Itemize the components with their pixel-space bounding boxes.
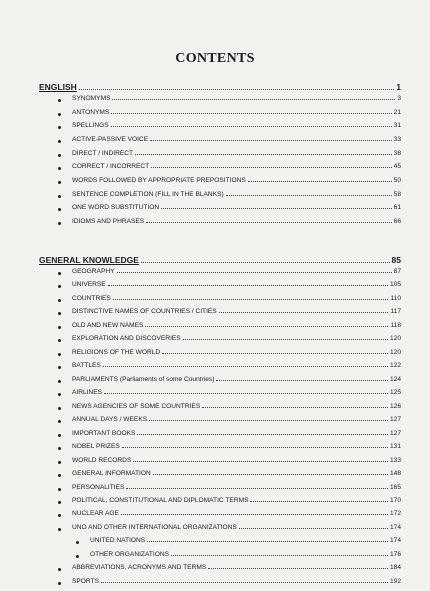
page-number: 110 [390,294,401,302]
dot-leader [133,461,388,462]
toc-entry [72,578,401,585]
bullet-icon [58,208,61,211]
page-number: 31 [393,122,401,130]
toc-entry [72,470,401,477]
bullet-icon [58,181,61,184]
toc-entry [72,335,401,342]
page-number: 131 [389,443,401,451]
bullet-icon [58,299,61,302]
entry-title: IDIOMS AND PHRASES [72,217,145,225]
bullet-icon [58,339,61,342]
entry-title: PARLIAMENTS (Parliaments of some Countries) [72,375,215,383]
dot-leader [183,339,388,340]
page-number: 124 [389,375,401,383]
bullet-icon [58,99,61,102]
toc-entry [72,177,401,184]
dot-leader [208,568,388,569]
entry-title: DIRECT / INDIRECT [72,149,134,157]
dot-leader [137,434,388,435]
entry-title: ACTIVE-PASSIVE VOICE [72,135,149,143]
bullet-icon [58,154,61,157]
page-number: 192 [389,577,401,585]
page-number: 118 [390,321,401,329]
toc-entry [72,150,401,157]
entry-title: SPELLINGS [72,122,109,130]
page-number: 87 [393,268,401,275]
dot-leader [113,299,389,300]
page-number: 170 [389,496,401,504]
page-number: 184 [389,564,401,572]
bullet-icon [58,126,61,129]
entry-title: WORDS FOLLOWED BY APPROPRIATE PREPOSITIONS [72,176,246,184]
toc-entry [72,349,401,356]
toc-subentry [90,551,401,558]
page-number: 85 [391,255,401,265]
toc-entry [72,109,401,116]
page-number: 58 [393,190,401,198]
toc-entry [72,95,401,102]
toc-entry [72,389,401,396]
bullet-icon [58,461,61,464]
entry-title: CORRECT / INCORRECT [72,163,150,171]
dot-leader [248,181,392,182]
page-number: 174 [389,523,401,531]
dot-leader [161,208,391,209]
bullet-icon [58,113,61,116]
bullet-icon [58,195,61,198]
entry-title: UNITED NATIONS [90,537,146,545]
page-number: 21 [393,108,401,116]
page-number: 117 [390,308,401,316]
bullet-icon [58,312,61,315]
toc-entry [72,122,401,129]
entry-title: ANNUAL DAYS / WEEKS [72,416,148,424]
entry-title: UNIVERSE [72,281,106,289]
dot-leader [250,501,388,502]
bullet-icon [58,488,61,491]
entry-title: ANTONYMS [72,108,110,116]
toc-entry [72,524,401,531]
bullet-icon [58,514,61,517]
dot-leader [103,366,388,367]
toc-entry [72,416,401,423]
entry-title: IMPORTANT BOOKS [72,429,136,437]
bullet-icon [58,568,61,571]
page-number: 127 [389,416,401,424]
bullet-icon [58,380,61,383]
toc-entry [72,443,401,450]
dot-leader [126,488,388,489]
bullet-icon [58,222,61,225]
toc-entry [72,308,401,315]
entry-title: POLITICAL, CONSTITUTIONAL AND DIPLOMATIC TERMS [72,496,249,504]
page-number: 38 [393,149,401,157]
entry-title: GENERAL INFORMATION [72,470,151,478]
dot-leader [121,514,388,515]
page-number: 61 [393,204,401,212]
page-number: 125 [389,389,401,397]
dot-leader [171,555,388,556]
entry-title: NEWS AGENCIES OF SOME COUNTRIES [72,402,201,410]
entry-title: SYNOMYMS [72,95,111,102]
entry-title: OTHER ORGANIZATIONS [90,550,170,558]
dot-leader [147,541,388,542]
page-title: CONTENTS [175,51,255,66]
section-heading [39,82,401,92]
bullet-icon [76,541,79,544]
toc-entry [72,376,401,383]
toc-entry [72,322,401,329]
dot-leader [216,380,388,381]
dot-leader [146,222,391,223]
entry-title: PERSONALITIES [72,483,125,491]
dot-leader [79,89,394,90]
dot-leader [153,474,388,475]
toc-entry [72,218,401,225]
entry-title: ABBREVIATIONS, ACRONYMS AND TERMS [72,564,207,572]
dot-leader [162,353,388,354]
section-heading [39,255,401,265]
entry-title: UNO AND OTHER INTERNATIONAL ORGANIZATIONS [72,523,237,531]
page-number: 33 [393,135,401,143]
dot-leader [111,126,392,127]
entry-title: BATTLES [72,362,101,370]
entry-title: OLD AND NEW NAMES [72,321,144,329]
entry-title: EXPLORATION AND DISCOVERIES [72,335,181,343]
toc-entry [72,163,401,170]
toc-entry [72,295,401,302]
page-number: 120 [389,335,401,343]
page-number: 50 [393,176,401,184]
entry-title: SENTENCE COMPLETION (FILL IN THE BLANKS) [72,190,224,198]
page-number: 126 [389,402,401,410]
bullet-icon [58,167,61,170]
bullet-icon [58,407,61,410]
dot-leader [117,272,392,273]
entry-title: RELIGIONS OF THE WORLD [72,348,161,356]
dot-leader [135,154,392,155]
bullet-icon [58,326,61,329]
toc-entry [72,497,401,504]
entry-title: SPORTS [72,577,99,585]
toc-entry [72,564,401,571]
page-number: 176 [389,550,401,558]
bullet-icon [58,501,61,504]
bullet-icon [58,447,61,450]
bullet-icon [58,366,61,369]
dot-leader [122,447,388,448]
toc-entry [72,362,401,369]
page-number: 120 [389,348,401,356]
bullet-icon [58,474,61,477]
page-number: 127 [389,429,401,437]
dot-leader [145,326,388,327]
toc-entry [72,430,401,437]
toc-entry [72,281,401,288]
toc-entry [72,403,401,410]
bullet-icon [58,140,61,143]
page-number: 45 [393,163,401,171]
bullet-icon [58,434,61,437]
page-number: 122 [389,362,401,370]
dot-leader [239,528,388,529]
toc-entry [72,457,401,464]
page-number: 1 [396,82,401,92]
entry-title: WORLD RECORDS [72,456,132,464]
toc-entry [72,136,401,143]
page-number: 165 [389,483,401,491]
page-number: 105 [389,281,401,289]
dot-leader [219,312,389,313]
entry-title: GENERAL KNOWLEDGE [39,255,139,265]
page-number: 172 [389,510,401,518]
toc-entry [72,484,401,491]
bullet-icon [58,393,61,396]
entry-title: NOBEL PRIZES [72,443,120,451]
dot-leader [226,195,392,196]
toc-entry [72,204,401,211]
dot-leader [101,582,388,583]
dot-leader [202,407,388,408]
dot-leader [149,420,388,421]
entry-title: DISTINCTIVE NAMES OF COUNTRIES / CITIES [72,308,217,316]
entry-title: NUCLEAR AGE [72,510,119,518]
dot-leader [150,140,392,141]
entry-title: COUNTRIES [72,294,111,302]
bullet-icon [58,353,61,356]
bullet-icon [58,272,61,275]
entry-title: ENGLISH [39,82,77,92]
entry-title: AIRLINES [72,389,103,397]
entry-title: ONE WORD SUBSTITUTION [72,204,160,212]
bullet-icon [58,582,61,585]
page-number: 133 [389,456,401,464]
bullet-icon [76,555,79,558]
dot-leader [151,167,391,168]
toc-subentry [90,537,401,544]
entry-title: GEOGRAPHY [72,268,115,275]
page-number: 3 [397,95,401,102]
dot-leader [111,113,391,114]
bullet-icon [58,285,61,288]
page-number: 174 [389,537,401,545]
page-number: 66 [393,217,401,225]
bullet-icon [58,420,61,423]
dot-leader [108,285,388,286]
toc-entry [72,191,401,198]
dot-leader [141,262,390,263]
toc-entry [72,510,401,517]
dot-leader [112,99,395,100]
dot-leader [104,393,388,394]
bullet-icon [58,528,61,531]
toc-entry [72,268,401,275]
page-number: 148 [389,470,401,478]
